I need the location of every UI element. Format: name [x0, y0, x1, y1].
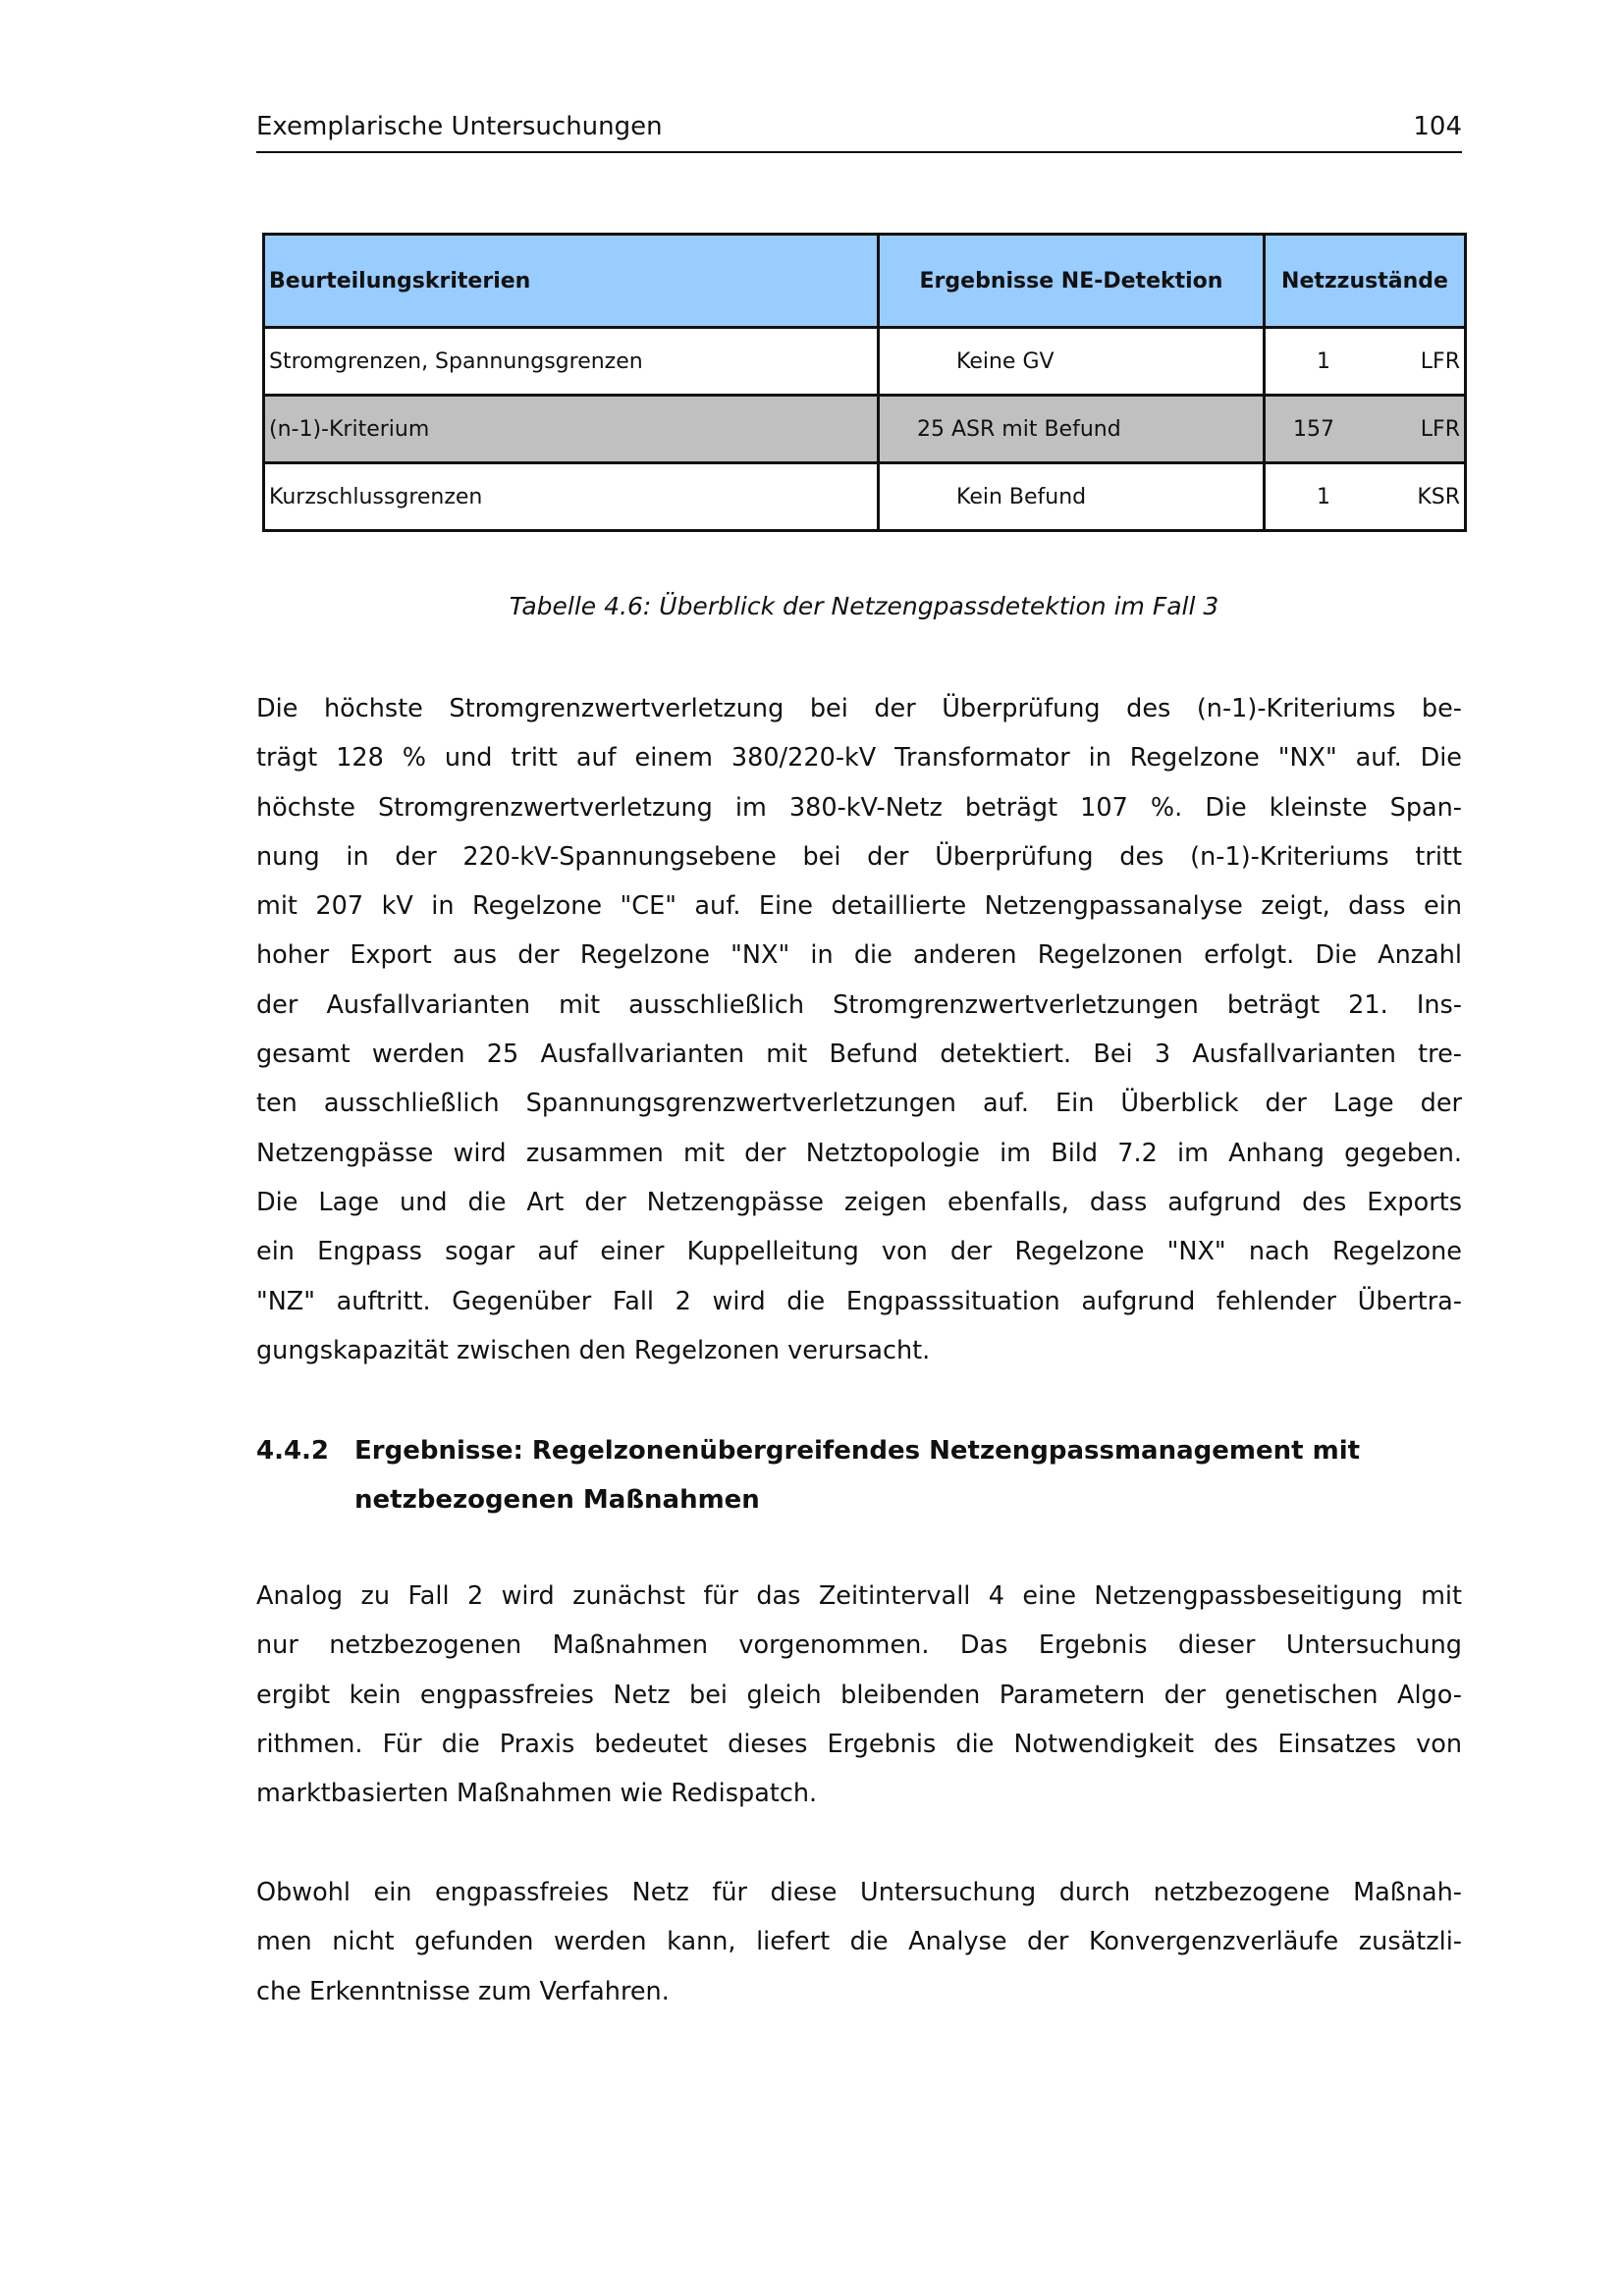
- page-number: 104: [1413, 112, 1462, 141]
- result-cell: Kein Befund: [879, 463, 1265, 531]
- text-line: ein Engpass sogar auf einer Kuppelleitung von der Regelzone "NX" nach Regelzone: [256, 1237, 1462, 1267]
- column-header: Netzzustände: [1265, 235, 1466, 328]
- text-line: "NZ" auftritt. Gegenüber Fall 2 wird die Engpasssituation aufgrund fehlender Übertra-: [256, 1286, 1462, 1316]
- states-cell: [1265, 396, 1466, 463]
- text-line: Netzengpässe wird zusammen mit der Netztopologie im Bild 7.2 im Anhang gegeben.: [256, 1138, 1462, 1168]
- column-header: Ergebnisse NE-Detektion: [879, 235, 1265, 328]
- paragraph-2: [256, 1572, 1462, 1818]
- text-line: hoher Export aus der Regelzone "NX" in die anderen Regelzonen erfolgt. Die Anzahl: [256, 940, 1462, 971]
- table-row: [264, 328, 1466, 396]
- result-cell: 25 ASR mit Befund: [879, 396, 1265, 463]
- unit: KSR: [1417, 484, 1460, 509]
- count: 157: [1293, 416, 1334, 442]
- text-line: Die höchste Stromgrenzwertverletzung bei der Überprüfung des (n-1)-Kriteriums be-: [256, 694, 1462, 723]
- text-line: men nicht gefunden werden kann, liefert die Analyse der Konvergenzverläufe zusätzli-: [256, 1927, 1462, 1957]
- text-line: nur netzbezogenen Maßnahmen vorgenommen. Das Ergebnis dieser Untersuchung: [256, 1630, 1462, 1661]
- text-line: ten ausschließlich Spannungsgrenzwertverletzungen auf. Ein Überblick der Lage der: [256, 1089, 1462, 1119]
- paragraph-1: [256, 684, 1462, 1375]
- section-title-line: netzbezogenen Maßnahmen: [354, 1485, 760, 1515]
- text-line: Obwohl ein engpassfreies Netz für diese Untersuchung durch netzbezogene Maßnah-: [256, 1878, 1462, 1907]
- text-line: trägt 128 % und tritt auf einem 380/220-kV Transformator in Regelzone "NX" auf. Die: [256, 743, 1462, 774]
- results-table: [262, 233, 1467, 532]
- text-line: Die Lage und die Art der Netzengpässe zeigen ebenfalls, dass aufgrund des Exports: [256, 1187, 1462, 1217]
- unit: LFR: [1420, 416, 1460, 442]
- table-header-row: [264, 235, 1466, 328]
- count: 1: [1317, 484, 1330, 509]
- text-line: ergibt kein engpassfreies Netz bei gleich bleibenden Parametern der genetischen Algo-: [256, 1680, 1462, 1710]
- text-line: der Ausfallvarianten mit ausschließlich Stromgrenzwertverletzungen beträgt 21. Ins-: [256, 989, 1462, 1020]
- states-cell: [1265, 463, 1466, 531]
- text-line: che Erkenntnisse zum Verfahren.: [256, 1976, 670, 2006]
- text-line: gesamt werden 25 Ausfallvarianten mit Befund detektiert. Bei 3 Ausfallvarianten tre-: [256, 1040, 1462, 1070]
- text-line: rithmen. Für die Praxis bedeutet dieses Ergebnis die Notwendigkeit des Einsatzes von: [256, 1729, 1462, 1759]
- criterion-cell: Stromgrenzen, Spannungsgrenzen: [264, 328, 879, 396]
- header-title: Exemplarische Untersuchungen: [256, 112, 663, 141]
- result-cell: Keine GV: [879, 328, 1265, 396]
- text-line: höchste Stromgrenzwertverletzung im 380-kV-Netz beträgt 107 %. Die kleinste Span-: [256, 792, 1462, 823]
- table-row: [264, 463, 1466, 531]
- column-header: Beurteilungskriterien: [264, 235, 879, 328]
- text-line: nung in der 220-kV-Spannungsebene bei der Überprüfung des (n-1)-Kriteriums tritt: [256, 841, 1462, 872]
- paragraph-3: [256, 1868, 1462, 2016]
- criterion-cell: Kurzschlussgrenzen: [264, 463, 879, 531]
- text-line: gungskapazität zwischen den Regelzonen verursacht.: [256, 1335, 931, 1365]
- section-number: 4.4.2: [256, 1436, 330, 1466]
- table-row: [264, 396, 1466, 463]
- count: 1: [1317, 348, 1330, 374]
- text-line: Analog zu Fall 2 wird zunächst für das Zeitintervall 4 eine Netzengpassbeseitigung mit: [256, 1581, 1462, 1611]
- text-line: mit 207 kV in Regelzone "CE" auf. Eine detaillierte Netzengpassanalyse zeigt, dass ein: [256, 891, 1462, 922]
- section-title-line: Ergebnisse: Regelzonenübergreifendes Netzengpassmanagement mit: [354, 1436, 1361, 1466]
- table-caption: Tabelle 4.6: Überblick der Netzengpassdetektion im Fall 3: [509, 592, 1219, 620]
- unit: LFR: [1420, 348, 1460, 374]
- criterion-cell: (n-1)-Kriterium: [264, 396, 879, 463]
- text-line: marktbasierten Maßnahmen wie Redispatch.: [256, 1779, 818, 1809]
- states-cell: [1265, 328, 1466, 396]
- running-header: [256, 112, 1462, 153]
